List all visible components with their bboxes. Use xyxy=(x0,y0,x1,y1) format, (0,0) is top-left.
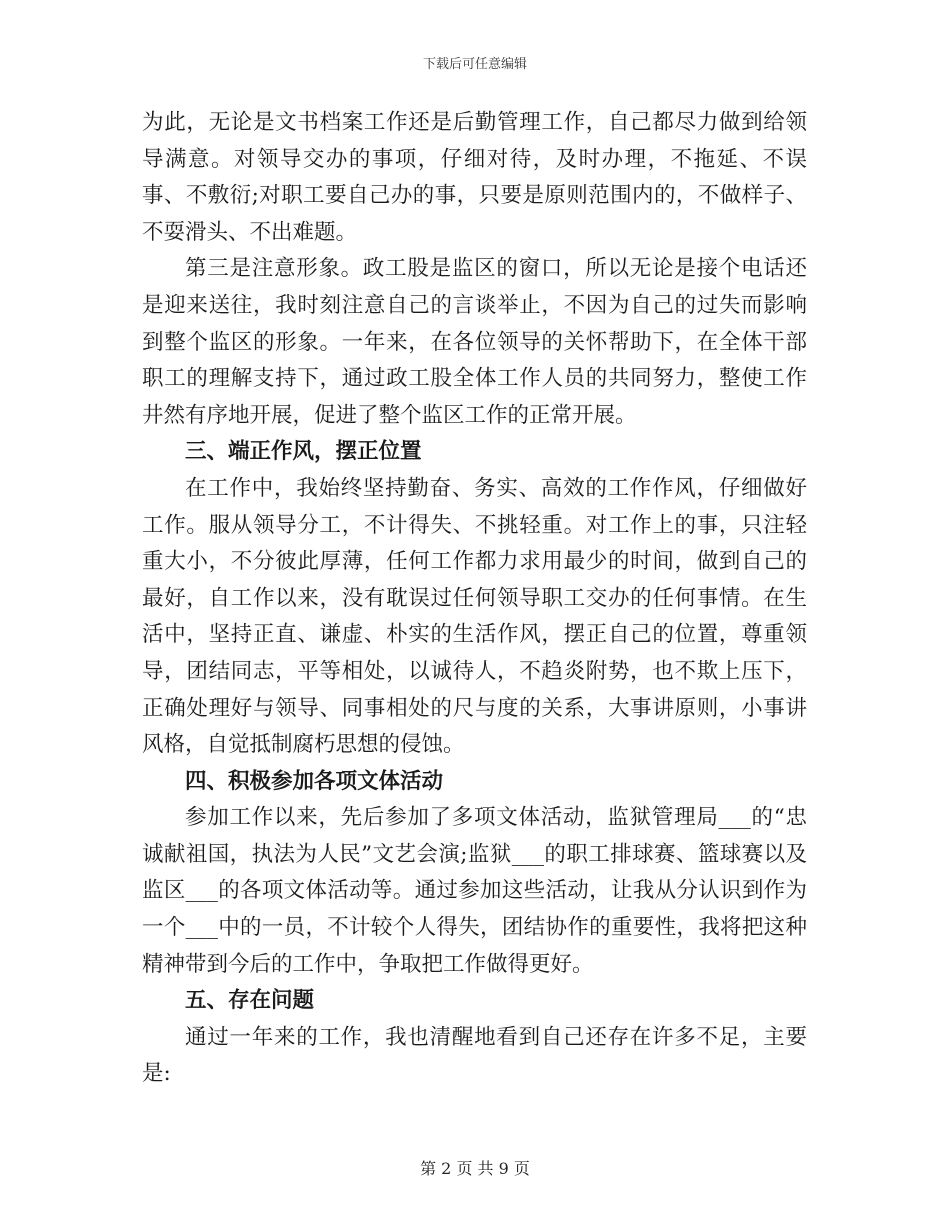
page-footer: 第 2 页 共 9 页 xyxy=(420,1159,530,1178)
section-heading-4: 四、积极参加各项文体活动 xyxy=(185,768,444,794)
paragraph-problems: 通过一年来的工作，我也清醒地看到自己还存在许多不足，主要是: xyxy=(142,1024,807,1087)
page-header-note: 下载后可任意编辑 xyxy=(422,57,527,72)
paragraph-continuation: 为此，无论是文书档案工作还是后勤管理工作，自己都尽力做到给领导满意。对领导交办的事项，仔细对待，及时办理，不拖延、不误事、不敷衍;对职工要自己办的事，只要是原则范围内的，不做样子、不耍滑头、不出难题。 xyxy=(142,110,807,245)
paragraph-work-style: 在工作中，我始终坚持勤奋、务实、高效的工作作风，仔细做好工作。服从领导分工，不计得失、不挑轻重。对工作上的事，只注轻重大小，不分彼此厚薄，任何工作都力求用最少的时间，做到自己的最好，自工作以来，没有耽误过任何领导职工交办的任何事情。在生活中，坚持正直、谦虚、朴实的生活作风，摆正自己的位置，尊重领导，团结同志，平等相处，以诚待人，不趋炎附势，也不欺上压下，正确处理好与领导、同事相处的尺与度的关系，大事讲原则，小事讲风格，自觉抵制腐朽思想的侵蚀。 xyxy=(142,475,807,758)
paragraph-image-awareness: 第三是注意形象。政工股是监区的窗口，所以无论是接个电话还是迎来送往，我时刻注意自己的言谈举止，不因为自己的过失而影响到整个监区的形象。一年来，在各位领导的关怀帮助下，在全体干部职工的理解支持下，通过政工股全体工作人员的共同努力，整使工作井然有序地开展，促进了整个监区工作的正常开展。 xyxy=(142,256,807,428)
section-heading-5: 五、存在问题 xyxy=(185,988,315,1014)
document-body xyxy=(142,105,807,1093)
section-heading-3: 三、端正作风，摆正位置 xyxy=(185,439,422,465)
paragraph-activities: 参加工作以来，先后参加了多项文体活动，监狱管理局___的“忠诚献祖国，执法为人民”文艺会演;监狱___的职工排球赛、篮球赛以及监区___的各项文体活动等。通过参加这些活动，让我从分认识到作为一个___中的一员，不计较个人得失，团结协作的重要性，我将把这种精神带到今后的工作中，争取把工作做得更好。 xyxy=(142,805,807,977)
